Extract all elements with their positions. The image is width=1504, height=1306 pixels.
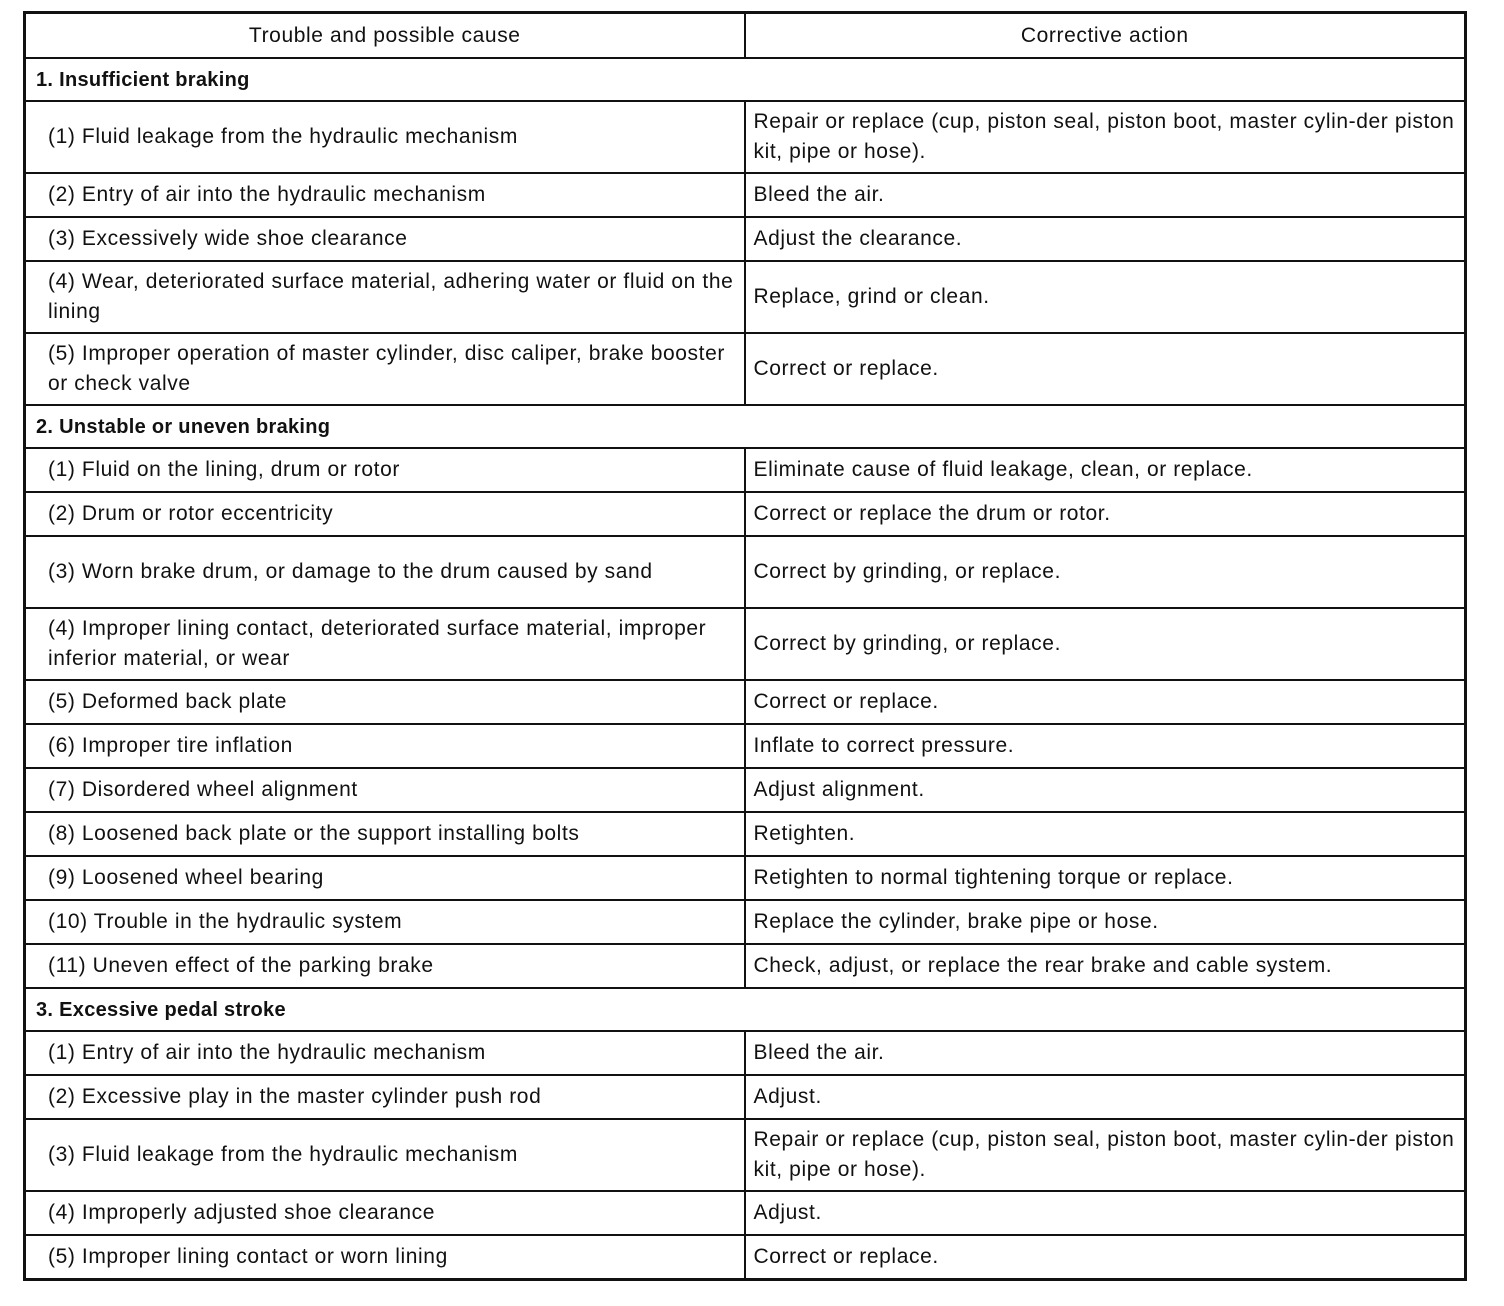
table-row	[25, 261, 1466, 333]
cause-cell: (1) Fluid on the lining, drum or rotor	[25, 448, 745, 492]
table-row	[25, 1075, 1466, 1119]
action-cell: Inflate to correct pressure.	[745, 724, 1466, 768]
cause-cell: (6) Improper tire inflation	[25, 724, 745, 768]
table-row	[25, 101, 1466, 173]
action-cell: Replace the cylinder, brake pipe or hose.	[745, 900, 1466, 944]
cause-cell: (5) Improper operation of master cylinder, disc caliper, brake booster or check valve	[25, 333, 745, 405]
action-cell: Retighten.	[745, 812, 1466, 856]
table-row	[25, 1235, 1466, 1280]
cause-cell: (8) Loosened back plate or the support installing bolts	[25, 812, 745, 856]
table-row	[25, 768, 1466, 812]
header-action: Corrective action	[745, 13, 1466, 59]
action-cell: Replace, grind or clean.	[745, 261, 1466, 333]
table-row	[25, 536, 1466, 608]
table-row	[25, 724, 1466, 768]
cause-cell: (5) Deformed back plate	[25, 680, 745, 724]
table-row	[25, 900, 1466, 944]
action-cell: Repair or replace (cup, piston seal, piston boot, master cylin-der piston kit, pipe or hose).	[745, 1119, 1466, 1191]
table-row	[25, 1031, 1466, 1075]
table-row	[25, 1191, 1466, 1235]
action-cell: Adjust.	[745, 1075, 1466, 1119]
table-row	[25, 944, 1466, 988]
cause-cell: (4) Wear, deteriorated surface material, adhering water or fluid on the lining	[25, 261, 745, 333]
cause-cell: (2) Excessive play in the master cylinder push rod	[25, 1075, 745, 1119]
section-title: 2. Unstable or uneven braking	[25, 405, 1466, 448]
section-row	[25, 988, 1466, 1031]
action-cell: Correct or replace.	[745, 1235, 1466, 1280]
cause-cell: (1) Entry of air into the hydraulic mechanism	[25, 1031, 745, 1075]
action-cell: Eliminate cause of fluid leakage, clean, or replace.	[745, 448, 1466, 492]
cause-cell: (7) Disordered wheel alignment	[25, 768, 745, 812]
cause-cell: (1) Fluid leakage from the hydraulic mechanism	[25, 101, 745, 173]
cause-cell: (3) Worn brake drum, or damage to the drum caused by sand	[25, 536, 745, 608]
cause-cell: (4) Improper lining contact, deteriorated surface material, improper inferior material, or wear	[25, 608, 745, 680]
action-cell: Correct by grinding, or replace.	[745, 536, 1466, 608]
action-cell: Correct or replace the drum or rotor.	[745, 492, 1466, 536]
action-cell: Bleed the air.	[745, 173, 1466, 217]
table-row	[25, 333, 1466, 405]
cause-cell: (9) Loosened wheel bearing	[25, 856, 745, 900]
section-title: 1. Insufficient braking	[25, 58, 1466, 101]
action-cell: Correct or replace.	[745, 333, 1466, 405]
action-cell: Repair or replace (cup, piston seal, piston boot, master cylin-der piston kit, pipe or hose).	[745, 101, 1466, 173]
action-cell: Retighten to normal tightening torque or replace.	[745, 856, 1466, 900]
table-row	[25, 608, 1466, 680]
action-cell: Check, adjust, or replace the rear brake and cable system.	[745, 944, 1466, 988]
cause-cell: (4) Improperly adjusted shoe clearance	[25, 1191, 745, 1235]
table-row	[25, 492, 1466, 536]
header-row	[25, 13, 1466, 59]
action-cell: Adjust alignment.	[745, 768, 1466, 812]
table-row	[25, 680, 1466, 724]
header-cause: Trouble and possible cause	[25, 13, 745, 59]
cause-cell: (11) Uneven effect of the parking brake	[25, 944, 745, 988]
cause-cell: (10) Trouble in the hydraulic system	[25, 900, 745, 944]
cause-cell: (3) Fluid leakage from the hydraulic mechanism	[25, 1119, 745, 1191]
table-row	[25, 217, 1466, 261]
cause-cell: (3) Excessively wide shoe clearance	[25, 217, 745, 261]
section-title: 3. Excessive pedal stroke	[25, 988, 1466, 1031]
table-row	[25, 1119, 1466, 1191]
table-row	[25, 856, 1466, 900]
table-row	[25, 448, 1466, 492]
section-row	[25, 405, 1466, 448]
cause-cell: (2) Drum or rotor eccentricity	[25, 492, 745, 536]
action-cell: Correct or replace.	[745, 680, 1466, 724]
section-row	[25, 58, 1466, 101]
action-cell: Adjust the clearance.	[745, 217, 1466, 261]
cause-cell: (2) Entry of air into the hydraulic mechanism	[25, 173, 745, 217]
table-row	[25, 173, 1466, 217]
table-row	[25, 812, 1466, 856]
action-cell: Correct by grinding, or replace.	[745, 608, 1466, 680]
action-cell: Bleed the air.	[745, 1031, 1466, 1075]
troubleshooting-table	[23, 11, 1467, 1281]
cause-cell: (5) Improper lining contact or worn lining	[25, 1235, 745, 1280]
action-cell: Adjust.	[745, 1191, 1466, 1235]
